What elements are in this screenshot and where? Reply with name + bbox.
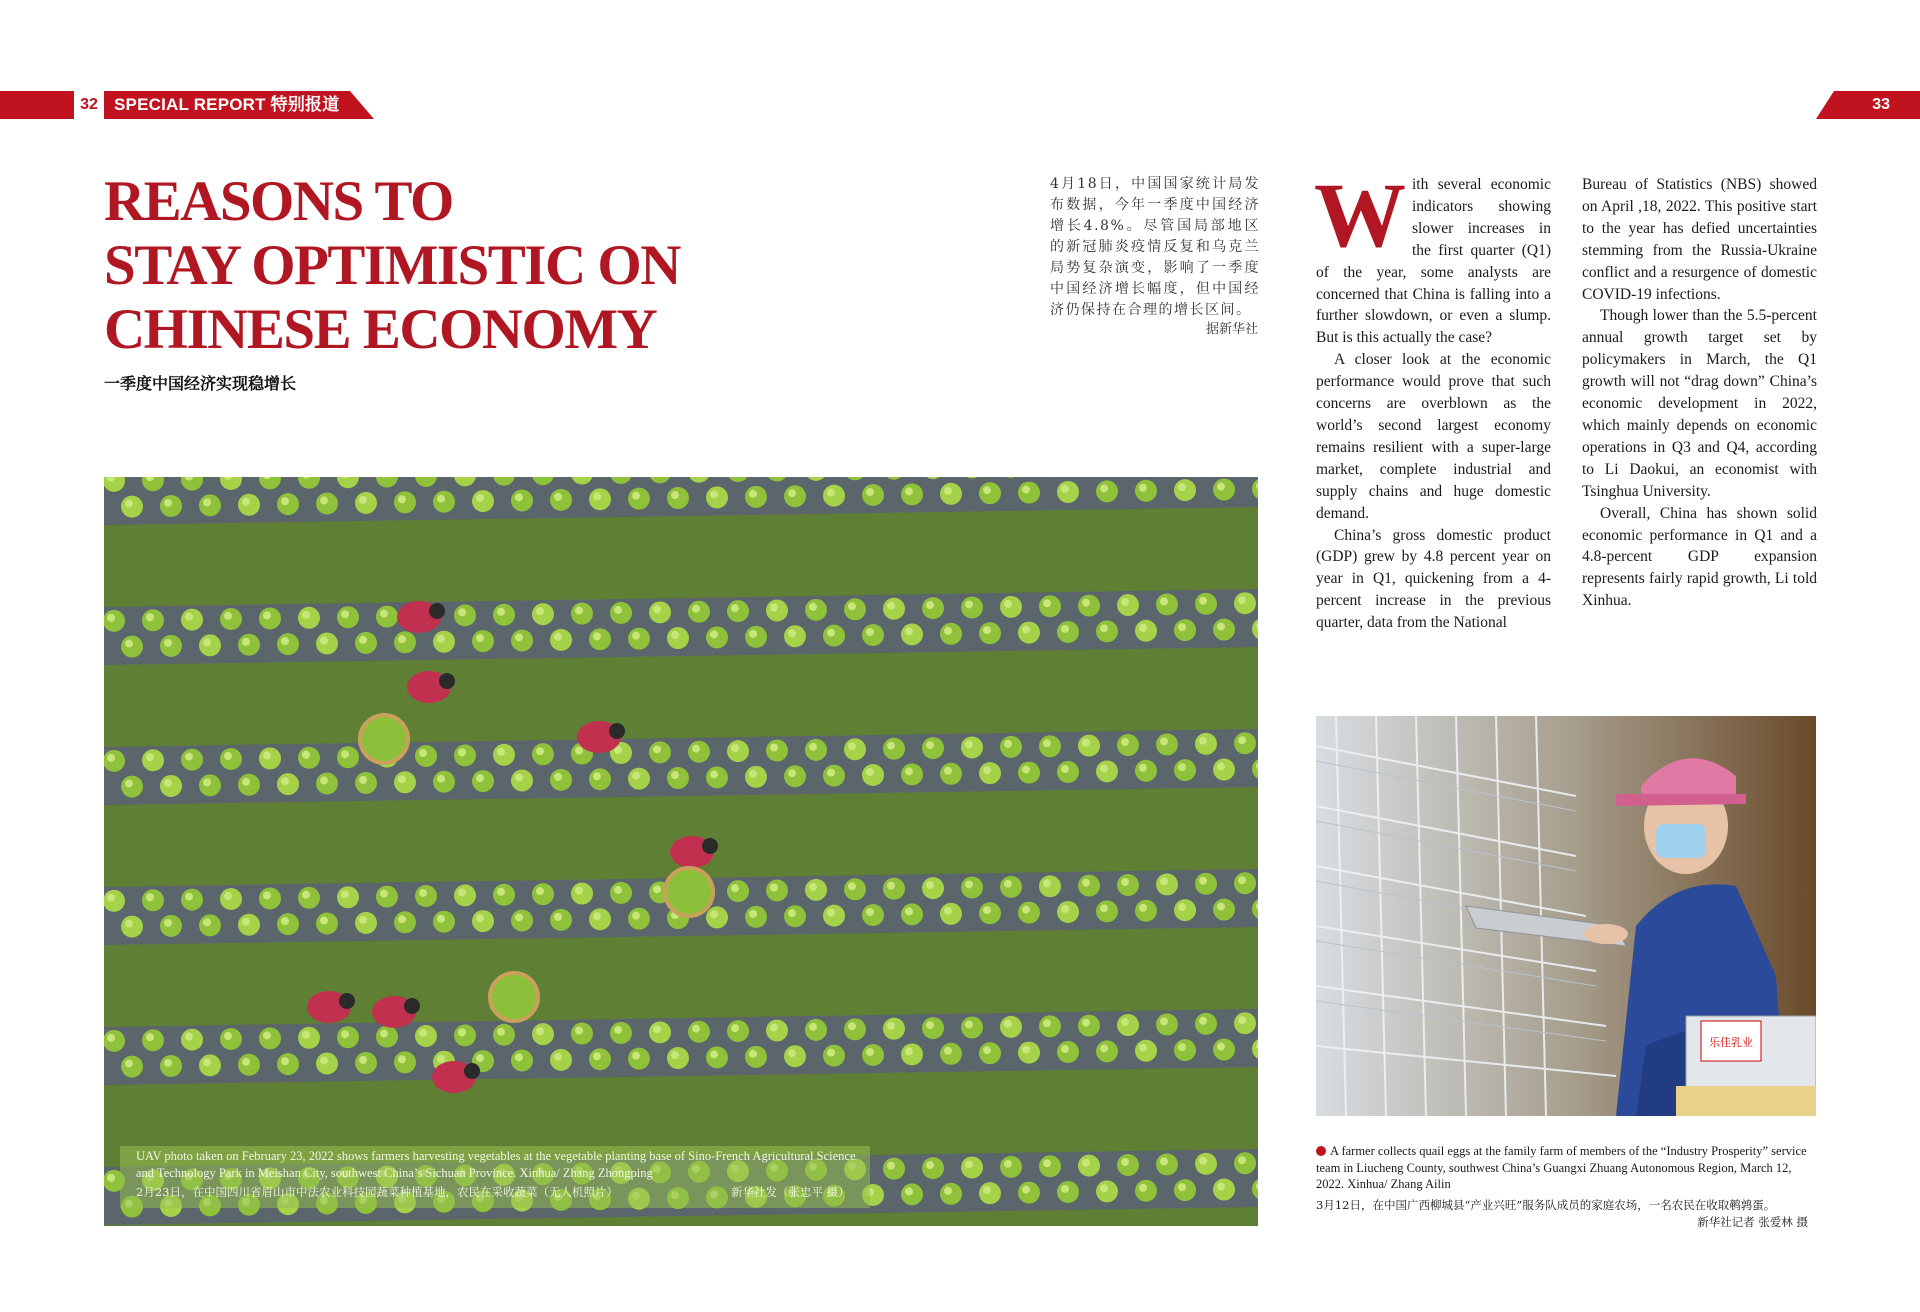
- quail-photo-caption-cn: 3月12日，在中国广西柳城县“产业兴旺”服务队成员的家庭农场，一名农民在收取鹌鹑蛋。: [1316, 1198, 1776, 1212]
- page-number-right: 33: [1872, 96, 1890, 113]
- chinese-intro: 4月18日，中国国家统计局发布数据，今年一季度中国经济增长4.8%。尽管国局部地区的新冠肺炎疫情反复和乌克兰局势复杂演变，影响了一季度中国经济增长幅度，但中国经济仍保持在合理的增长区间。: [1050, 176, 1260, 318]
- caption-cn-text: 2月23日，在中国四川省眉山市中法农业科技园蔬菜种植基地，农民在采收蔬菜（无人机照片）: [136, 1185, 618, 1199]
- paragraph: [1314, 164, 1551, 349]
- article-subtitle: 一季度中国经济实现稳增长: [104, 376, 297, 393]
- paragraph: Overall, China has shown solid economic performance in Q1 and a 4.8-percent GDP expansion represents fairly rapid growth, Li told Xinhua.: [1582, 504, 1817, 610]
- main-photo-vegetable-field: [104, 477, 1258, 1226]
- title-line: REASONS TO: [104, 170, 453, 233]
- drop-cap: W: [1314, 164, 1406, 266]
- photo-credit: 新华社发（张忠平 摄）: [731, 1185, 850, 1199]
- paragraph: China’s gross domestic product (GDP) grew by 4.8 percent year on year in Q1, quickening from a 4-percent increase in the previous quarter, data from the National: [1316, 526, 1551, 632]
- paragraph: Bureau of Statistics (NBS) showed on April ,18, 2022. This positive start to the year has defied uncertainties stemming from the Russia-Ukraine conflict and a resurgence of domestic COVID-19 infections.: [1582, 176, 1817, 303]
- box-label: 乐佳乳业: [1709, 1036, 1753, 1049]
- paragraph-text: ith several economic indicators showing slower increases in the first quarter (Q1) of the year, some analysts are concerned that China is falling into a further slowdown, or even a slump. But is this actually the case?: [1316, 176, 1551, 347]
- quail-photo-credit: 新华社记者 张爱林 摄: [1697, 1215, 1808, 1229]
- main-photo-caption-en: UAV photo taken on February 23, 2022 shows farmers harvesting vegetables at the vegetable planting base of Sino-French Agricultural Science and Technology Park in Meishan City, southwest China’s Sichuan Province. Xinhua/ Zhang Zhongping: [136, 1149, 856, 1180]
- caption-bullet-icon: [1316, 1146, 1326, 1156]
- paragraph: A closer look at the economic performance would prove that such concerns are overblown as the world’s second largest economy remains resilient with a super-large market, complete industrial and supply chains and huge domestic demand.: [1316, 351, 1551, 522]
- main-photo-caption-cn: [136, 1184, 850, 1200]
- chinese-source: 据新华社: [1205, 322, 1258, 337]
- paragraph: Though lower than the 5.5-percent annual growth target set by policymakers in March, the Q1 growth will not “drag down” China’s economic development in 2022, which mainly depends on economic operations in Q3 and Q4, according to Li Daokui, an economist with Tsinghua University.: [1582, 307, 1817, 500]
- title-line: STAY OPTIMISTIC ON: [104, 234, 680, 297]
- quail-farm-illustration: [1316, 716, 1816, 1116]
- quail-farm-photo: [1316, 716, 1816, 1116]
- page-number-left: 32: [80, 96, 98, 113]
- page-number-bar-right: [1816, 91, 1920, 119]
- quail-photo-caption-en: [1316, 1143, 1816, 1193]
- caption-text: A farmer collects quail eggs at the family farm of members of the “Industry Prosperity” service team in Liucheng County, southwest China’s Guangxi Zhuang Autonomous Region, March 12, 2022. Xinhua/ Zhang Ailin: [1316, 1144, 1807, 1191]
- article-title: [104, 170, 704, 362]
- body-column-2: [1582, 174, 1817, 612]
- section-title: SPECIAL REPORT 特别报道: [114, 95, 340, 114]
- title-line: CHINESE ECONOMY: [104, 298, 657, 361]
- body-column-1: [1314, 164, 1551, 634]
- field-illustration: [104, 477, 1258, 1226]
